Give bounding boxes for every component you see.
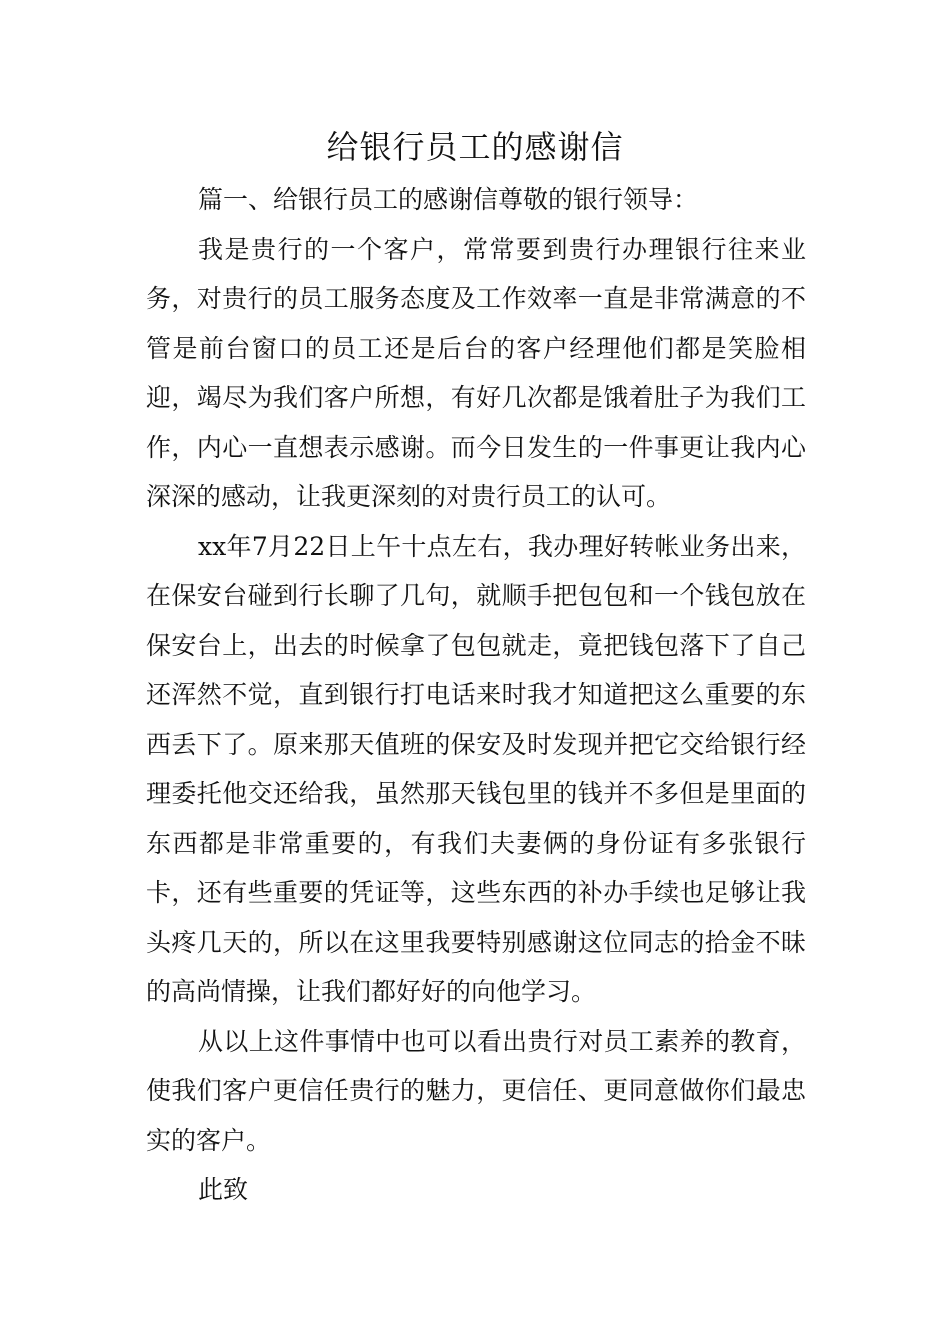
- document-title: 给银行员工的感谢信: [326, 128, 624, 166]
- letter-body: [146, 175, 806, 1215]
- paragraph-body-1: 我是贵行的一个客户，常常要到贵行办理银行往来业务，对贵行的员工服务态度及工作效率一直是非常满意的不管是前台窗口的员工还是后台的客户经理他们都是笑脸相迎，竭尽为我们客户所想，有好几次都是饿着肚子为我们工作，内心一直想表示感谢。而今日发生的一件事更让我内心深深的感动，让我更深刻的对贵行员工的认可。: [146, 234, 806, 511]
- paragraph-closing: 此致: [198, 1175, 249, 1204]
- paragraph-greeting: 篇一、给银行员工的感谢信尊敬的银行领导：: [198, 185, 699, 214]
- paragraph-body-3: 从以上这件事情中也可以看出贵行对员工素养的教育，使我们客户更信任贵行的魅力，更信任、更同意做你们最忠实的客户。: [146, 1026, 806, 1155]
- paragraph-body-2: xx年7月22日上午十点左右，我办理好转帐业务出来，在保安台碰到行长聊了几句，就顺手把包包和一个钱包放在保安台上，出去的时候拿了包包就走，竟把钱包落下了自己还浑然不觉，直到银行打电话来时我才知道把这么重要的东西丢下了。原来那天值班的保安及时发现并把它交给银行经理委托他交还给我，虽然那天钱包里的钱并不多但是里面的东西都是非常重要的，有我们夫妻俩的身份证有多张银行卡，还有些重要的凭证等，这些东西的补办手续也足够让我头疼几天的，所以在这里我要特别感谢这位同志的拾金不昧的高尚情操，让我们都好好的向他学习。: [146, 531, 806, 1006]
